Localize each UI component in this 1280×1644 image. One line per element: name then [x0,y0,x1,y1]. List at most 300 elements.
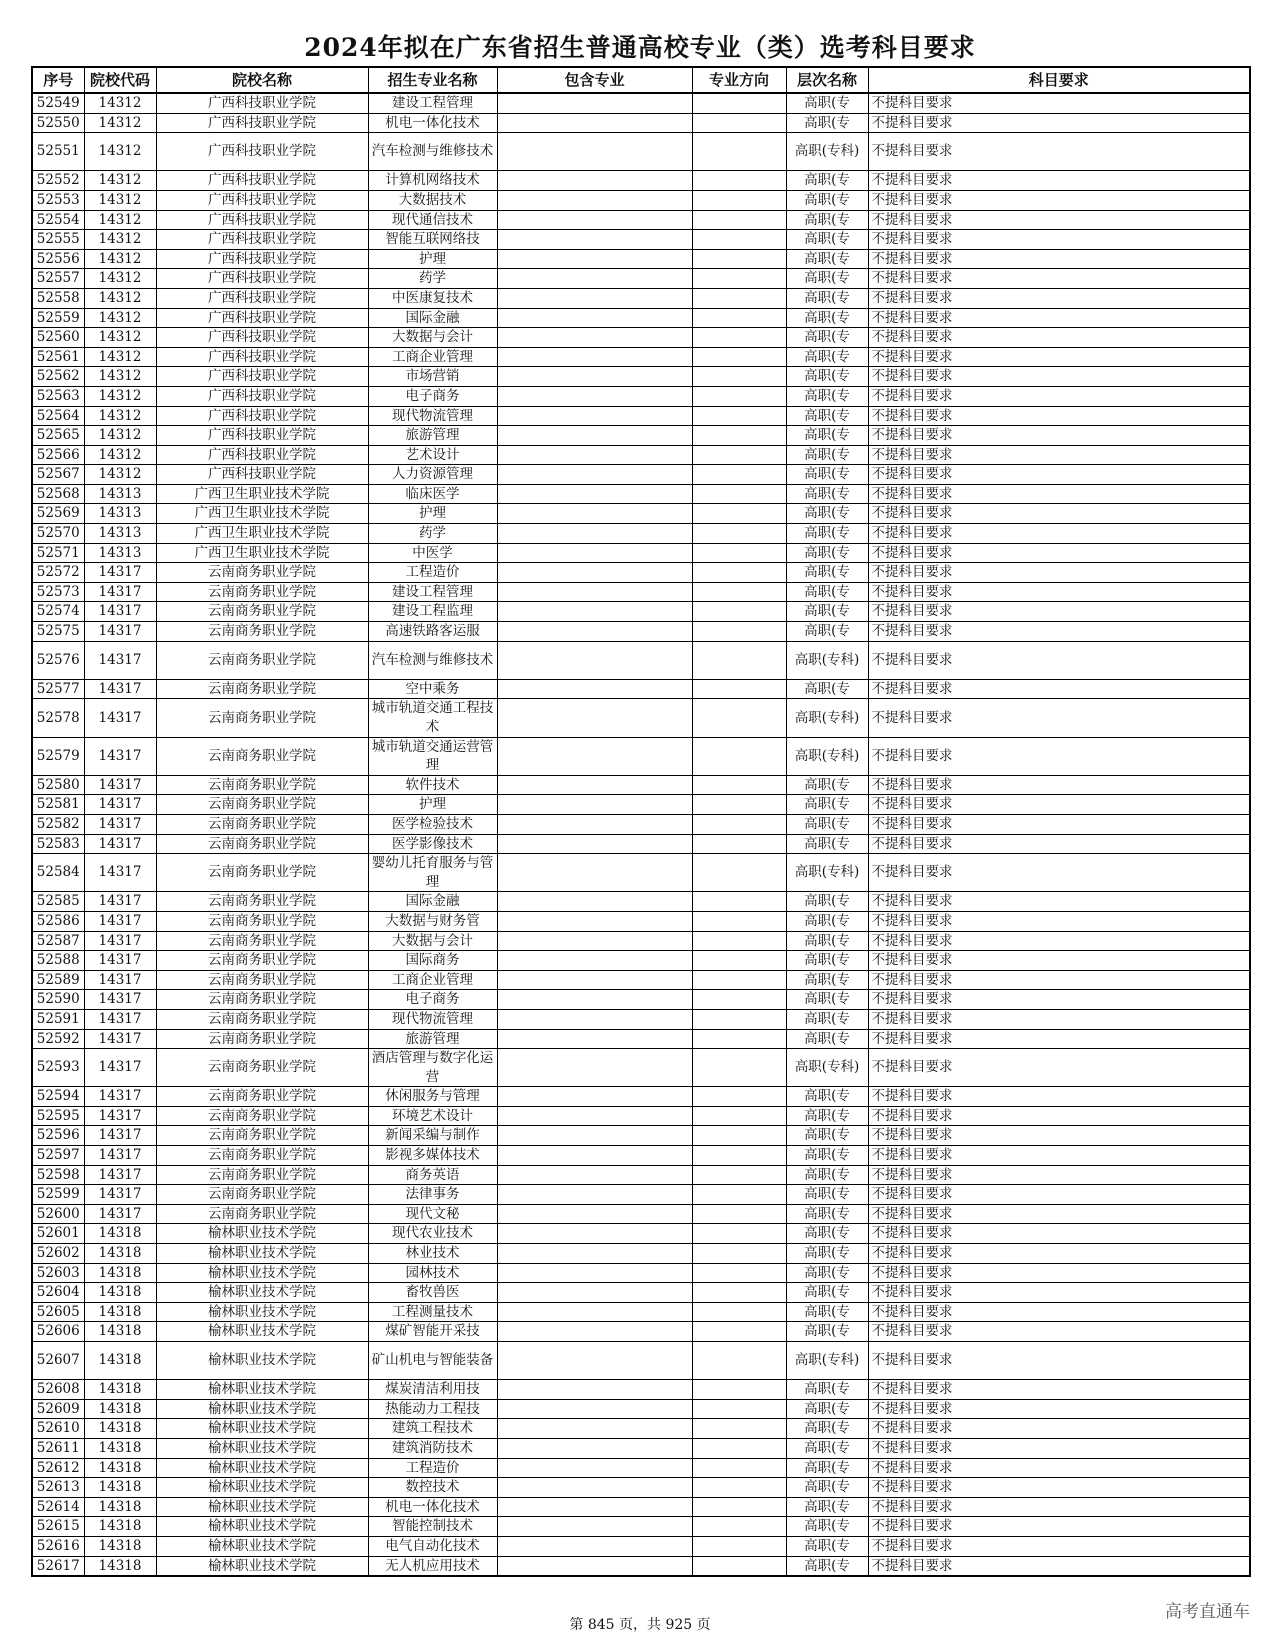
col-level-cell: 高职(专科) [786,1342,868,1380]
col-seq-cell: 52551 [32,133,84,171]
col-school-name-cell: 榆林职业技术学院 [156,1536,368,1556]
col-major-name-cell: 软件技术 [368,775,497,795]
table-row [32,1380,1250,1400]
col-seq-cell: 52598 [32,1165,84,1185]
col-school-code-cell: 14318 [84,1536,156,1556]
col-included-majors-cell [497,1399,692,1419]
col-subject-req-cell: 不提科目要求 [868,190,1250,210]
col-direction-cell [692,582,786,602]
col-subject-req-cell: 不提科目要求 [868,990,1250,1010]
col-school-code-cell: 14312 [84,426,156,446]
col-school-code-cell: 14312 [84,288,156,308]
col-major-name-header: 招生专业名称 [368,67,497,93]
col-direction-cell [692,1087,786,1107]
col-direction-cell [692,426,786,446]
col-direction-cell [692,563,786,583]
table-row [32,543,1250,563]
col-level-cell: 高职(专 [786,1322,868,1342]
col-school-name-cell: 榆林职业技术学院 [156,1517,368,1537]
col-level-cell: 高职(专 [786,990,868,1010]
col-school-code-cell: 14317 [84,931,156,951]
col-school-name-cell: 广西科技职业学院 [156,249,368,269]
col-school-code-cell: 14317 [84,1029,156,1049]
col-direction-cell [692,699,786,737]
col-school-name-cell: 榆林职业技术学院 [156,1497,368,1517]
col-major-name-cell: 电子商务 [368,990,497,1010]
col-direction-cell [692,1204,786,1224]
col-included-majors-cell [497,1438,692,1458]
col-major-name-cell: 智能互联网络技 [368,230,497,250]
col-subject-req-cell: 不提科目要求 [868,1342,1250,1380]
col-level-cell: 高职(专 [786,367,868,387]
table-row [32,951,1250,971]
col-level-cell: 高职(专 [786,1126,868,1146]
col-major-name-cell: 空中乘务 [368,679,497,699]
col-included-majors-cell [497,1380,692,1400]
col-level-cell: 高职(专 [786,1165,868,1185]
col-school-code-cell: 14312 [84,113,156,133]
col-level-cell: 高职(专 [786,1302,868,1322]
col-level-cell: 高职(专 [786,1146,868,1166]
table-header [32,67,1250,93]
col-major-name-cell: 市场营销 [368,367,497,387]
col-school-code-cell: 14312 [84,386,156,406]
col-school-name-cell: 榆林职业技术学院 [156,1438,368,1458]
col-school-name-cell: 广西科技职业学院 [156,426,368,446]
col-seq-cell: 52603 [32,1263,84,1283]
col-school-name-cell: 云南商务职业学院 [156,1204,368,1224]
col-level-cell: 高职(专 [786,1029,868,1049]
col-school-code-cell: 14312 [84,367,156,387]
col-subject-req-cell: 不提科目要求 [868,1322,1250,1342]
col-school-name-cell: 榆林职业技术学院 [156,1458,368,1478]
col-school-name-cell: 云南商务职业学院 [156,699,368,737]
col-school-name-cell: 云南商务职业学院 [156,1126,368,1146]
col-level-cell: 高职(专 [786,288,868,308]
col-school-name-cell: 云南商务职业学院 [156,911,368,931]
col-included-majors-cell [497,190,692,210]
col-level-cell: 高职(专 [786,563,868,583]
col-school-name-cell: 广西科技职业学院 [156,328,368,348]
col-seq-cell: 52594 [32,1087,84,1107]
col-major-name-cell: 大数据与会计 [368,931,497,951]
col-seq-cell: 52611 [32,1438,84,1458]
col-major-name-cell: 工程测量技术 [368,1302,497,1322]
col-direction-cell [692,230,786,250]
col-subject-req-cell: 不提科目要求 [868,1380,1250,1400]
col-school-name-cell: 广西科技职业学院 [156,190,368,210]
col-included-majors-cell [497,465,692,485]
col-seq-cell: 52593 [32,1049,84,1087]
col-direction-cell [692,1438,786,1458]
col-subject-req-cell: 不提科目要求 [868,1556,1250,1576]
col-subject-req-cell: 不提科目要求 [868,775,1250,795]
col-included-majors-cell [497,931,692,951]
col-major-name-cell: 智能控制技术 [368,1517,497,1537]
table-row [32,970,1250,990]
col-included-majors-cell [497,1342,692,1380]
col-direction-cell [692,641,786,679]
col-school-name-cell: 云南商务职业学院 [156,854,368,892]
col-seq-cell: 52577 [32,679,84,699]
col-level-cell: 高职(专 [786,465,868,485]
col-direction-cell [692,210,786,230]
table-row [32,1029,1250,1049]
col-subject-req-cell: 不提科目要求 [868,171,1250,191]
col-included-majors-cell [497,582,692,602]
col-direction-cell [692,1517,786,1537]
col-school-name-cell: 云南商务职业学院 [156,1049,368,1087]
table-row [32,1556,1250,1576]
col-school-name-cell: 广西科技职业学院 [156,308,368,328]
col-seq-cell: 52607 [32,1342,84,1380]
header-row [32,67,1250,93]
col-included-majors-cell [497,834,692,854]
col-school-code-cell: 14312 [84,93,156,113]
col-school-code-cell: 14317 [84,1009,156,1029]
col-major-name-cell: 工商企业管理 [368,970,497,990]
col-school-name-cell: 广西卫生职业技术学院 [156,524,368,544]
col-school-code-cell: 14313 [84,484,156,504]
col-school-code-cell: 14317 [84,892,156,912]
col-direction-cell [692,814,786,834]
col-major-name-cell: 煤炭清洁利用技 [368,1380,497,1400]
table-row [32,854,1250,892]
col-school-name-cell: 云南商务职业学院 [156,834,368,854]
col-school-name-cell: 榆林职业技术学院 [156,1342,368,1380]
col-level-cell: 高职(专 [786,543,868,563]
col-seq-cell: 52558 [32,288,84,308]
col-seq-cell: 52614 [32,1497,84,1517]
col-direction-cell [692,328,786,348]
table-row [32,190,1250,210]
col-subject-req-cell: 不提科目要求 [868,406,1250,426]
col-direction-cell [692,308,786,328]
table-row [32,775,1250,795]
col-major-name-cell: 汽车检测与维修技术 [368,133,497,171]
col-subject-req-cell: 不提科目要求 [868,328,1250,348]
col-subject-req-cell: 不提科目要求 [868,269,1250,289]
col-seq-cell: 52604 [32,1283,84,1303]
col-level-cell: 高职(专 [786,426,868,446]
col-included-majors-cell [497,328,692,348]
col-level-cell: 高职(专 [786,834,868,854]
col-seq-cell: 52554 [32,210,84,230]
col-subject-req-cell: 不提科目要求 [868,582,1250,602]
col-included-majors-cell [497,93,692,113]
col-direction-cell [692,190,786,210]
col-level-cell: 高职(专 [786,504,868,524]
col-school-code-cell: 14313 [84,504,156,524]
table-row [32,1204,1250,1224]
col-major-name-cell: 建筑消防技术 [368,1438,497,1458]
col-school-code-cell: 14317 [84,1185,156,1205]
table-row [32,230,1250,250]
col-school-code-cell: 14317 [84,951,156,971]
col-subject-req-cell: 不提科目要求 [868,113,1250,133]
col-subject-req-cell: 不提科目要求 [868,602,1250,622]
col-level-cell: 高职(专 [786,679,868,699]
col-school-name-cell: 云南商务职业学院 [156,737,368,775]
col-seq-cell: 52602 [32,1244,84,1264]
col-school-name-cell: 广西科技职业学院 [156,288,368,308]
col-school-name-cell: 云南商务职业学院 [156,679,368,699]
col-included-majors-cell [497,679,692,699]
col-level-cell: 高职(专 [786,1458,868,1478]
col-direction-cell [692,1263,786,1283]
col-school-code-cell: 14312 [84,308,156,328]
col-major-name-cell: 汽车检测与维修技术 [368,641,497,679]
col-school-code-cell: 14318 [84,1302,156,1322]
col-seq-cell: 52552 [32,171,84,191]
col-subject-req-cell: 不提科目要求 [868,622,1250,642]
col-direction-cell [692,1224,786,1244]
col-subject-req-cell: 不提科目要求 [868,1185,1250,1205]
col-direction-cell [692,951,786,971]
col-level-cell: 高职(专 [786,602,868,622]
col-seq-cell: 52569 [32,504,84,524]
col-school-code-cell: 14317 [84,1146,156,1166]
col-major-name-cell: 护理 [368,249,497,269]
col-included-majors-cell [497,504,692,524]
col-subject-req-cell: 不提科目要求 [868,1224,1250,1244]
col-seq-cell: 52567 [32,465,84,485]
col-subject-req-cell: 不提科目要求 [868,1458,1250,1478]
col-seq-cell: 52608 [32,1380,84,1400]
col-subject-req-cell: 不提科目要求 [868,1146,1250,1166]
col-level-cell: 高职(专 [786,892,868,912]
col-direction-cell [692,1283,786,1303]
col-subject-req-cell: 不提科目要求 [868,641,1250,679]
col-level-cell: 高职(专 [786,347,868,367]
col-seq-cell: 52605 [32,1302,84,1322]
col-subject-req-cell: 不提科目要求 [868,1438,1250,1458]
table-row [32,386,1250,406]
col-school-code-cell: 14317 [84,602,156,622]
col-level-cell: 高职(专科) [786,641,868,679]
table-row [32,347,1250,367]
table-row [32,1263,1250,1283]
col-subject-req-cell: 不提科目要求 [868,854,1250,892]
col-school-name-cell: 云南商务职业学院 [156,795,368,815]
table-row [32,1497,1250,1517]
col-school-code-cell: 14317 [84,990,156,1010]
table-row [32,465,1250,485]
col-school-code-cell: 14317 [84,1165,156,1185]
col-level-cell: 高职(专 [786,1263,868,1283]
col-subject-req-cell: 不提科目要求 [868,911,1250,931]
col-direction-cell [692,1556,786,1576]
col-school-name-cell: 榆林职业技术学院 [156,1224,368,1244]
table-row [32,990,1250,1010]
col-level-cell: 高职(专 [786,1517,868,1537]
col-school-code-cell: 14318 [84,1342,156,1380]
col-school-name-cell: 云南商务职业学院 [156,1009,368,1029]
col-subject-req-cell: 不提科目要求 [868,1478,1250,1498]
table-row [32,834,1250,854]
col-direction-cell [692,602,786,622]
col-level-cell: 高职(专 [786,1204,868,1224]
col-school-name-cell: 榆林职业技术学院 [156,1399,368,1419]
col-direction-cell [692,465,786,485]
col-school-code-cell: 14318 [84,1263,156,1283]
col-included-majors-cell [497,367,692,387]
col-subject-req-cell: 不提科目要求 [868,951,1250,971]
col-subject-req-cell: 不提科目要求 [868,931,1250,951]
col-included-majors-cell [497,308,692,328]
table-row [32,210,1250,230]
col-major-name-cell: 国际金融 [368,308,497,328]
col-level-cell: 高职(专 [786,386,868,406]
col-major-name-cell: 建设工程管理 [368,582,497,602]
col-subject-req-cell: 不提科目要求 [868,1536,1250,1556]
col-level-cell: 高职(专 [786,249,868,269]
col-school-name-cell: 云南商务职业学院 [156,775,368,795]
col-direction-cell [692,1302,786,1322]
col-seq-cell: 52570 [32,524,84,544]
col-subject-req-cell: 不提科目要求 [868,1263,1250,1283]
table-row [32,641,1250,679]
col-school-code-cell: 14318 [84,1517,156,1537]
col-major-name-cell: 商务英语 [368,1165,497,1185]
col-seq-cell: 52582 [32,814,84,834]
col-school-name-cell: 榆林职业技术学院 [156,1244,368,1264]
col-school-code-cell: 14318 [84,1458,156,1478]
col-subject-req-cell: 不提科目要求 [868,210,1250,230]
col-major-name-cell: 艺术设计 [368,445,497,465]
col-seq-cell: 52609 [32,1399,84,1419]
col-direction-cell [692,543,786,563]
col-major-name-cell: 旅游管理 [368,1029,497,1049]
col-school-name-cell: 广西科技职业学院 [156,406,368,426]
col-subject-req-cell: 不提科目要求 [868,367,1250,387]
col-seq-cell: 52562 [32,367,84,387]
col-seq-cell: 52599 [32,1185,84,1205]
col-included-majors-cell [497,737,692,775]
col-included-majors-cell [497,1419,692,1439]
col-school-code-header: 院校代码 [84,67,156,93]
col-included-majors-cell [497,1204,692,1224]
col-direction-cell [692,113,786,133]
col-school-code-cell: 14318 [84,1478,156,1498]
table-row [32,1049,1250,1087]
col-included-majors-cell [497,484,692,504]
col-direction-cell [692,249,786,269]
col-direction-cell [692,1049,786,1087]
col-included-majors-cell [497,113,692,133]
table-row [32,1302,1250,1322]
table-row [32,1146,1250,1166]
col-direction-cell [692,1165,786,1185]
col-seq-cell: 52580 [32,775,84,795]
col-direction-cell [692,1380,786,1400]
col-direction-cell [692,1106,786,1126]
col-level-header: 层次名称 [786,67,868,93]
col-direction-cell [692,679,786,699]
col-school-code-cell: 14317 [84,911,156,931]
col-included-majors-cell [497,1536,692,1556]
table-row [32,1517,1250,1537]
col-included-majors-cell [497,1126,692,1146]
col-school-code-cell: 14317 [84,834,156,854]
col-major-name-cell: 煤矿智能开采技 [368,1322,497,1342]
col-seq-cell: 52581 [32,795,84,815]
col-major-name-cell: 国际金融 [368,892,497,912]
col-direction-cell [692,288,786,308]
col-school-name-cell: 云南商务职业学院 [156,1087,368,1107]
col-included-majors-cell [497,288,692,308]
col-subject-req-cell: 不提科目要求 [868,1126,1250,1146]
col-school-code-cell: 14317 [84,970,156,990]
col-subject-req-cell: 不提科目要求 [868,1399,1250,1419]
table-row [32,1224,1250,1244]
col-major-name-cell: 矿山机电与智能装备 [368,1342,497,1380]
col-school-code-cell: 14317 [84,699,156,737]
col-school-name-cell: 云南商务职业学院 [156,582,368,602]
col-direction-cell [692,347,786,367]
col-school-name-cell: 云南商务职业学院 [156,563,368,583]
table-row [32,426,1250,446]
table-row [32,699,1250,737]
col-seq-cell: 52566 [32,445,84,465]
col-school-name-cell: 云南商务职业学院 [156,1146,368,1166]
col-direction-cell [692,1458,786,1478]
brand-watermark: 高考直通车 [1165,1602,1250,1622]
col-school-code-cell: 14317 [84,563,156,583]
col-level-cell: 高职(专 [786,1556,868,1576]
col-major-name-cell: 林业技术 [368,1244,497,1264]
col-included-majors-cell [497,602,692,622]
col-subject-req-cell: 不提科目要求 [868,426,1250,446]
col-school-name-cell: 云南商务职业学院 [156,1165,368,1185]
col-major-name-cell: 医学影像技术 [368,834,497,854]
col-included-majors-cell [497,445,692,465]
col-level-cell: 高职(专 [786,1536,868,1556]
col-seq-cell: 52616 [32,1536,84,1556]
col-major-name-cell: 护理 [368,795,497,815]
col-school-code-cell: 14317 [84,775,156,795]
col-school-code-cell: 14318 [84,1380,156,1400]
table-row [32,1244,1250,1264]
col-level-cell: 高职(专 [786,406,868,426]
col-direction-cell [692,892,786,912]
col-school-name-cell: 广西科技职业学院 [156,445,368,465]
col-school-name-cell: 广西科技职业学院 [156,347,368,367]
col-subject-req-cell: 不提科目要求 [868,679,1250,699]
col-subject-req-cell: 不提科目要求 [868,814,1250,834]
col-school-code-cell: 14318 [84,1556,156,1576]
col-subject-req-cell: 不提科目要求 [868,1009,1250,1029]
col-school-code-cell: 14317 [84,582,156,602]
col-included-majors-cell [497,210,692,230]
table-row [32,1185,1250,1205]
table-row [32,1478,1250,1498]
col-seq-cell: 52596 [32,1126,84,1146]
col-major-name-cell: 中医学 [368,543,497,563]
col-included-majors-cell [497,970,692,990]
col-level-cell: 高职(专 [786,190,868,210]
col-seq-cell: 52584 [32,854,84,892]
col-school-name-cell: 广西卫生职业技术学院 [156,504,368,524]
col-direction-cell [692,1126,786,1146]
col-school-name-header: 院校名称 [156,67,368,93]
col-level-cell: 高职(专 [786,1283,868,1303]
col-seq-cell: 52617 [32,1556,84,1576]
col-seq-cell: 52573 [32,582,84,602]
col-school-name-cell: 广西卫生职业技术学院 [156,484,368,504]
col-subject-req-cell: 不提科目要求 [868,970,1250,990]
col-major-name-cell: 建设工程监理 [368,602,497,622]
